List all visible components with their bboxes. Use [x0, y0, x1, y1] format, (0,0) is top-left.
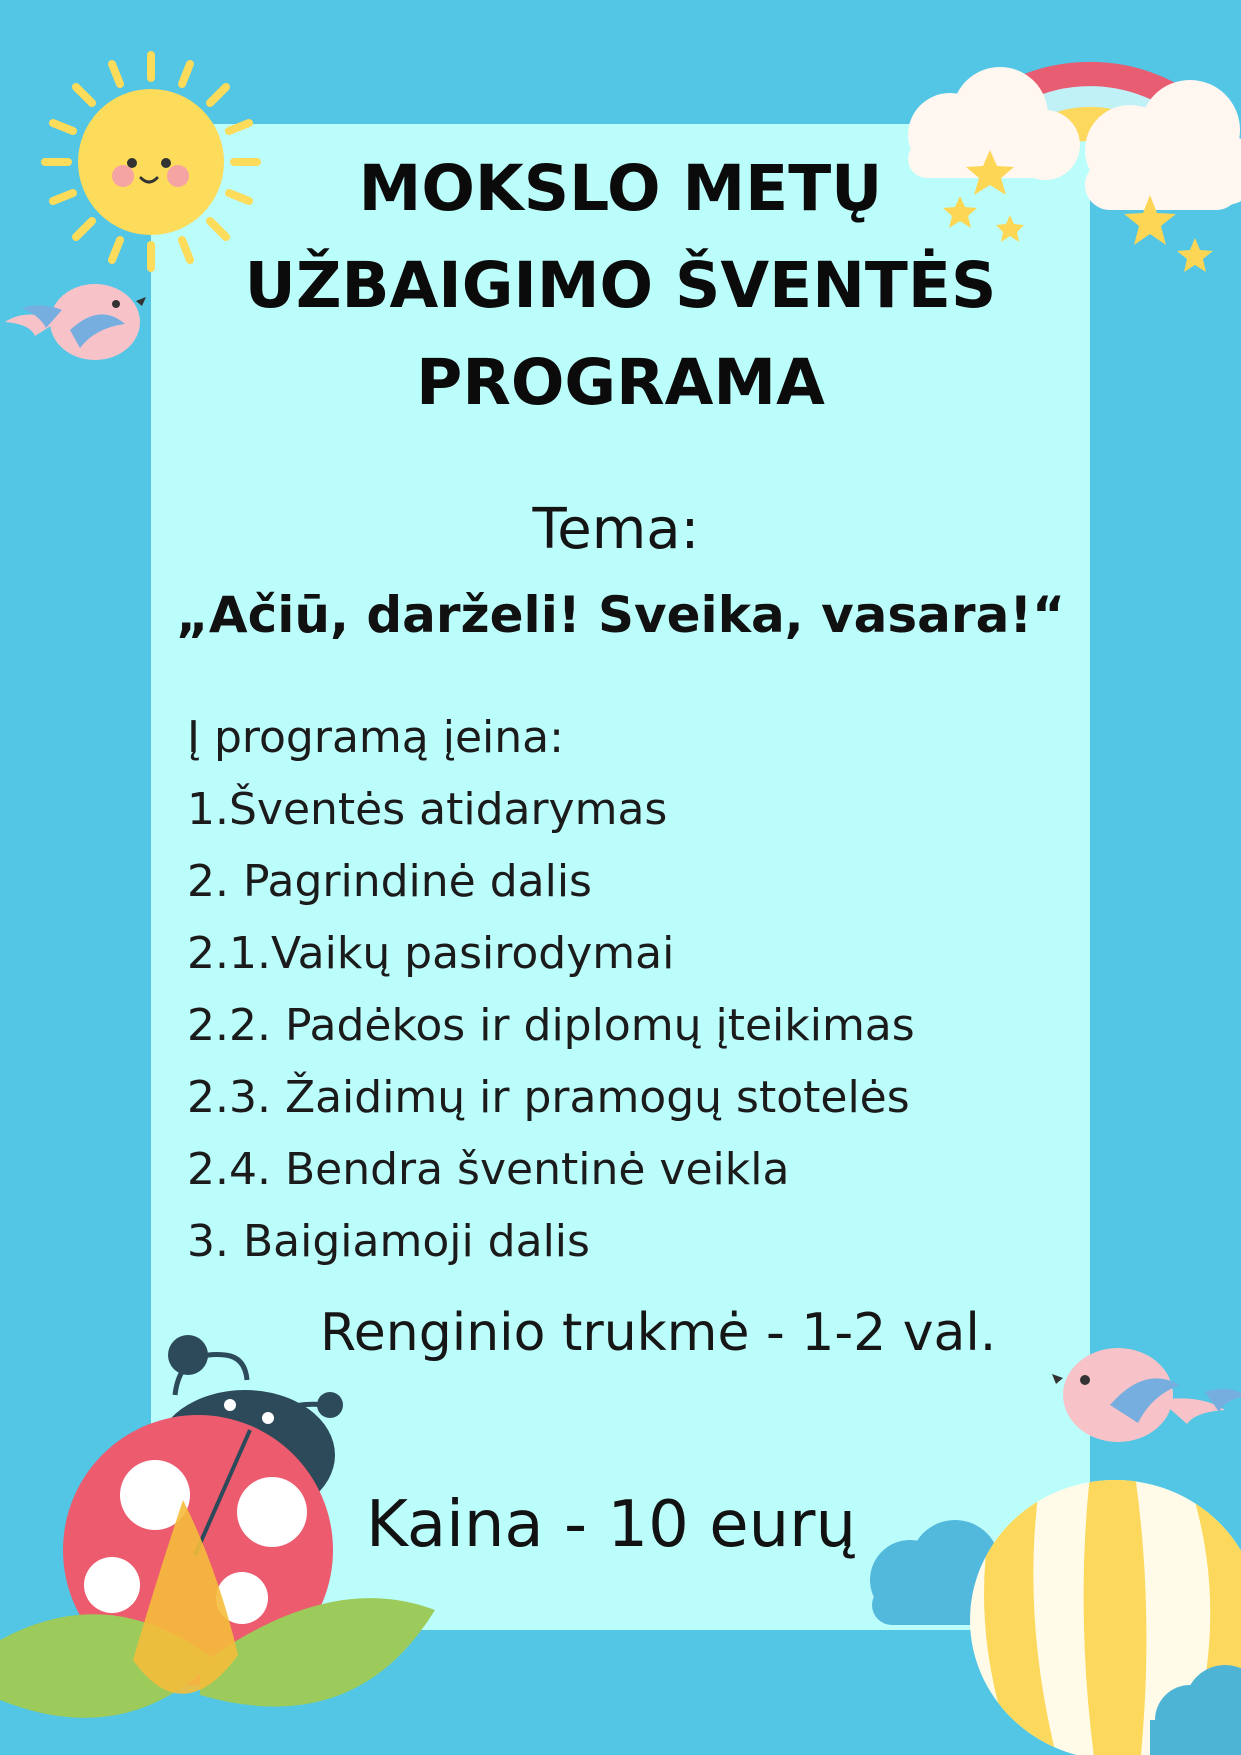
list-item: 2.1.Vaikų pasirodymai: [187, 928, 675, 979]
list-item: 2.2. Padėkos ir diplomų įteikimas: [187, 1000, 915, 1051]
program-intro: Į programą įeina:: [187, 712, 564, 763]
page-title: [151, 140, 1090, 431]
list-item: 1.Šventės atidarymas: [187, 784, 668, 835]
list-item: 2. Pagrindinė dalis: [187, 856, 592, 907]
list-item: 2.4. Bendra šventinė veikla: [187, 1144, 790, 1195]
title-line-1: MOKSLO METŲ: [358, 152, 883, 225]
title-line-3: PROGRAMA: [416, 346, 825, 419]
theme-value: „Ačiū, darželi! Sveika, vasara!“: [176, 586, 1065, 644]
list-item: 3. Baigiamoji dalis: [187, 1216, 590, 1267]
program-list: [187, 702, 915, 1278]
list-item: 2.3. Žaidimų ir pramogų stotelės: [187, 1072, 910, 1123]
bird-icon: [1052, 1348, 1241, 1442]
title-line-2: UŽBAIGIMO ŠVENTĖS: [244, 249, 997, 322]
event-duration: Renginio trukmė - 1-2 val.: [320, 1303, 997, 1363]
theme-label: Tema:: [532, 497, 700, 562]
event-price: Kaina - 10 eurų: [366, 1488, 856, 1562]
bird-icon: [5, 284, 146, 360]
